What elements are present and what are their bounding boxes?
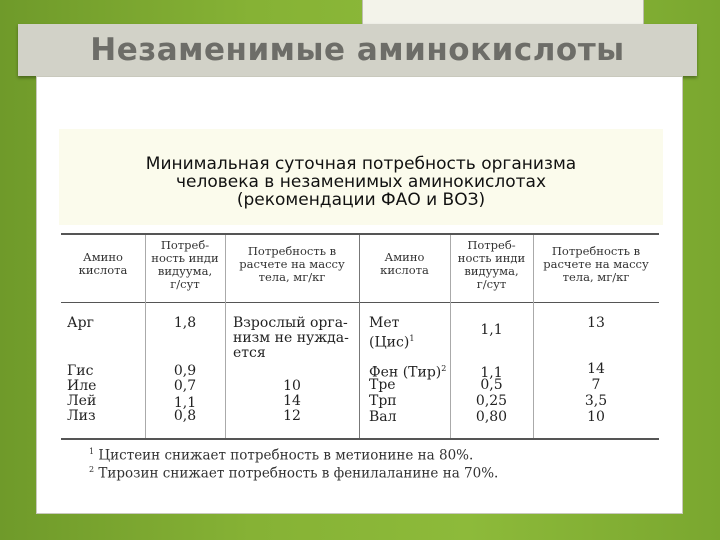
- need-value: 1,8: [173, 315, 197, 331]
- mass-value: 10: [283, 378, 301, 394]
- amino-name: Вал: [369, 409, 397, 425]
- subtitle-line: (рекомендации ФАО и ВОЗ): [236, 190, 486, 210]
- mass-value: 3,5: [584, 393, 608, 409]
- table-header-rule: [61, 302, 659, 303]
- amino-name: Тре: [369, 377, 396, 393]
- subtitle-line: Минимальная суточная потребность организма: [145, 154, 577, 174]
- amino-name: Лей: [67, 393, 97, 409]
- need-value: 1,1: [480, 365, 503, 381]
- need-value: 0,9: [173, 363, 197, 379]
- need-value: 0,8: [173, 408, 197, 424]
- subtitle: [59, 155, 663, 209]
- mass-value: 14: [587, 361, 605, 377]
- amino-name: Мет: [369, 315, 400, 331]
- header-need-per-mass: Потребность в расчете на массу тела, мг/кг: [543, 244, 649, 284]
- footnote: $^2$ Тирозин снижает потребность в фенилаланине на 70%.: [89, 465, 499, 482]
- need-value: 1,1: [173, 395, 197, 411]
- slide-title: Незаменимые аминокислоты: [90, 32, 625, 68]
- need-value: 1,1: [480, 322, 503, 338]
- title-bar: [18, 24, 697, 76]
- amino-name: Трп: [369, 393, 397, 409]
- subtitle-line: человека в незаменимых аминокислотах: [175, 172, 547, 192]
- arginine-note: Взрослый орга- низм не нужда- ется: [233, 315, 349, 361]
- amino-name: Арг: [67, 315, 94, 331]
- header-amino-acid: Амино кислота: [78, 250, 128, 277]
- need-value: 0,80: [475, 409, 508, 425]
- need-value: 0,7: [173, 378, 197, 394]
- mass-value: 13: [587, 315, 605, 331]
- amino-name: Гис: [67, 363, 94, 379]
- mass-value: 12: [283, 408, 301, 424]
- amino-name: Иле: [67, 378, 97, 394]
- amino-name: Фен (Тир)$^2$: [369, 364, 447, 381]
- header-individual-need: Потреб- ность инди видуума, г/сут: [151, 238, 219, 291]
- header-need-per-mass: Потребность в расчете на массу тела, мг/кг: [239, 244, 345, 284]
- need-value: 0,25: [475, 393, 508, 409]
- header-individual-need: Потреб- ность инди видуума, г/сут: [457, 238, 526, 291]
- amino-name: Лиз: [67, 408, 96, 424]
- table-top-rule: [61, 233, 659, 235]
- mass-value: 7: [591, 377, 601, 393]
- mass-value: 10: [587, 409, 605, 425]
- subtitle-box: [59, 129, 663, 225]
- header-amino-acid: Амино кислота: [380, 250, 429, 277]
- table-bottom-rule: [61, 438, 659, 440]
- need-value: 0,5: [480, 377, 503, 393]
- slide-content: [36, 76, 683, 514]
- footnote: $^1$ Цистеин снижает потребность в метионине на 80%.: [89, 447, 474, 464]
- top-decor-tab: [362, 0, 644, 26]
- amino-name: (Цис)$^1$: [369, 334, 415, 351]
- mass-value: 14: [283, 393, 301, 409]
